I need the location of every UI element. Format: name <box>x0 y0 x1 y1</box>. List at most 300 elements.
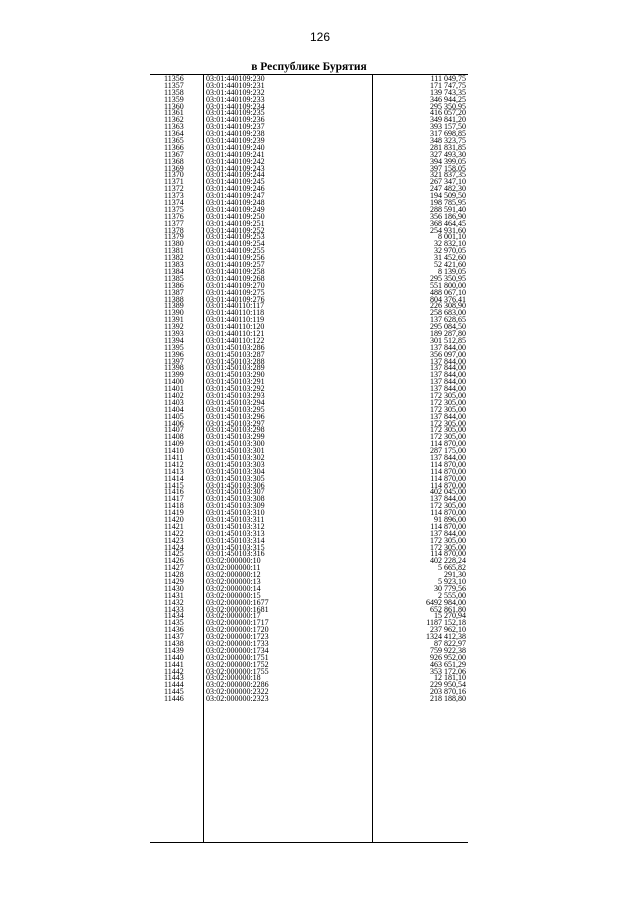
table-row <box>150 192 468 199</box>
table-row <box>150 406 468 413</box>
table-row <box>150 351 468 358</box>
row-number: 11412 <box>164 459 184 469</box>
cadastral-value: 394 399,05 <box>430 156 466 166</box>
cadastral-number: 03:01:440110:122 <box>206 335 265 345</box>
cadastral-value: 198 785,95 <box>430 198 466 208</box>
row-number: 11370 <box>164 170 184 180</box>
cadastral-value: 1187 152,18 <box>426 618 466 628</box>
row-number: 11392 <box>164 322 184 332</box>
table-row <box>150 268 468 275</box>
table-row <box>150 178 468 185</box>
cadastral-value: 258 683,00 <box>430 308 466 318</box>
cadastral-value: 348 323,75 <box>430 136 466 146</box>
table-row <box>150 619 468 626</box>
table-row <box>150 151 468 158</box>
row-number: 11410 <box>164 446 184 456</box>
cadastral-number: 03:02:000000:1751 <box>206 652 269 662</box>
cadastral-number: 03:01:450103:296 <box>206 411 265 421</box>
cadastral-value: 402 228,24 <box>430 556 466 566</box>
cadastral-number: 03:01:450103:305 <box>206 473 265 483</box>
table-row <box>150 240 468 247</box>
row-number: 11373 <box>164 191 184 201</box>
cadastral-number: 03:01:440109:232 <box>206 87 265 97</box>
cadastral-number: 03:01:440109:244 <box>206 170 265 180</box>
cadastral-number: 03:02:000000:11 <box>206 563 261 573</box>
cadastral-value: 287 175,00 <box>430 446 466 456</box>
cadastral-number: 03:01:450103:300 <box>206 439 265 449</box>
table-row <box>150 137 468 144</box>
cadastral-value: 137 844,00 <box>430 377 466 387</box>
row-number: 11400 <box>164 377 184 387</box>
cadastral-value: 301 512,85 <box>430 335 466 345</box>
table-row <box>150 96 468 103</box>
cadastral-value: 8 139,05 <box>438 266 466 276</box>
table-row <box>150 606 468 613</box>
cadastral-value: 759 922,38 <box>430 645 466 655</box>
cadastral-number: 03:02:000000:18 <box>206 673 261 683</box>
table-row <box>150 523 468 530</box>
table-row <box>150 516 468 523</box>
row-number: 11382 <box>164 253 184 263</box>
table-row <box>150 413 468 420</box>
table-row <box>150 364 468 371</box>
cadastral-value: 111 049,75 <box>430 74 466 83</box>
cadastral-value: 137 844,00 <box>430 452 466 462</box>
row-number: 11394 <box>164 335 184 345</box>
cadastral-number: 03:01:440109:247 <box>206 191 265 201</box>
cadastral-number: 03:02:000000:12 <box>206 570 261 580</box>
row-number: 11416 <box>164 487 184 497</box>
row-number: 11371 <box>164 177 184 187</box>
cadastral-number: 03:01:450103:313 <box>206 528 265 538</box>
table-row <box>150 344 468 351</box>
cadastral-number: 03:01:440110:121 <box>206 328 265 338</box>
cadastral-number: 03:02:000000:17 <box>206 611 261 621</box>
table-row <box>150 530 468 537</box>
cadastral-value: 137 844,00 <box>430 411 466 421</box>
table-row <box>150 89 468 96</box>
cadastral-number: 03:01:440110:117 <box>206 301 265 311</box>
table-row <box>150 199 468 206</box>
cadastral-value: 317 698,85 <box>430 129 466 139</box>
cadastral-value: 327 493,30 <box>430 149 466 159</box>
cadastral-value: 114 870,00 <box>430 459 466 469</box>
cadastral-value: 652 861,80 <box>430 604 466 614</box>
table-row <box>150 171 468 178</box>
cadastral-value: 172 305,00 <box>430 390 466 400</box>
cadastral-value: 171 747,75 <box>430 80 466 90</box>
row-number: 11364 <box>164 129 184 139</box>
table-row <box>150 316 468 323</box>
cadastral-value: 402 045,00 <box>430 487 466 497</box>
table-row <box>150 550 468 557</box>
row-number: 11381 <box>164 246 184 256</box>
cadastral-value: 8 001,10 <box>438 232 466 242</box>
row-number: 11419 <box>164 508 184 518</box>
cadastral-value: 172 305,00 <box>430 501 466 511</box>
cadastral-value: 172 305,00 <box>430 432 466 442</box>
cadastral-value: 353 172,06 <box>430 666 466 676</box>
cadastral-number: 03:01:450103:286 <box>206 342 265 352</box>
row-number: 11442 <box>164 666 184 676</box>
cadastral-value: 5 923,10 <box>438 577 466 587</box>
table-row <box>150 185 468 192</box>
cadastral-value: 137 844,00 <box>430 494 466 504</box>
row-number: 11425 <box>164 549 184 559</box>
cadastral-value: 397 158,05 <box>430 163 466 173</box>
row-number: 11358 <box>164 87 184 97</box>
cadastral-value: 172 305,00 <box>430 418 466 428</box>
row-number: 11426 <box>164 556 184 566</box>
table-row <box>150 309 468 316</box>
row-number: 11436 <box>164 625 184 635</box>
table-row <box>150 254 468 261</box>
table-row <box>150 647 468 654</box>
row-number: 11423 <box>164 535 184 545</box>
cadastral-value: 356 097,00 <box>430 349 466 359</box>
cadastral-number: 03:01:440109:242 <box>206 156 265 166</box>
cadastral-number: 03:01:440109:235 <box>206 108 265 118</box>
cadastral-value: 356 186,90 <box>430 211 466 221</box>
table-heading: в Республике Бурятия <box>251 61 367 73</box>
row-number: 11384 <box>164 266 184 276</box>
cadastral-value: 52 421,60 <box>434 260 466 270</box>
cadastral-value: 32 832,10 <box>434 239 466 249</box>
table-row <box>150 130 468 137</box>
cadastral-number: 03:01:440110:118 <box>206 308 265 318</box>
table-row <box>150 247 468 254</box>
cadastral-value: 114 870,00 <box>430 473 466 483</box>
table-row <box>150 509 468 516</box>
table-row <box>150 502 468 509</box>
cadastral-number: 03:01:450103:290 <box>206 370 265 380</box>
row-number: 11388 <box>164 294 184 304</box>
table-row <box>150 544 468 551</box>
cadastral-number: 03:01:440109:238 <box>206 129 265 139</box>
table-row <box>150 82 468 89</box>
cadastral-value: 288 591,40 <box>430 204 466 214</box>
table-row <box>150 564 468 571</box>
row-number: 11356 <box>164 74 184 83</box>
row-number: 11367 <box>164 149 184 159</box>
row-number: 11446 <box>164 694 184 704</box>
table-row <box>150 688 468 695</box>
cadastral-number: 03:01:440109:241 <box>206 149 265 159</box>
cadastral-number: 03:01:450103:302 <box>206 452 265 462</box>
cadastral-number: 03:01:450103:310 <box>206 508 265 518</box>
cadastral-value: 551 800,00 <box>430 280 466 290</box>
row-number: 11357 <box>164 80 184 90</box>
row-number: 11377 <box>164 218 184 228</box>
cadastral-value: 32 970,05 <box>434 246 466 256</box>
cadastral-number: 03:02:000000:1734 <box>206 645 269 655</box>
cadastral-value: 114 870,00 <box>430 549 466 559</box>
cadastral-number: 03:02:000000:14 <box>206 583 261 593</box>
cadastral-number: 03:01:440109:233 <box>206 94 265 104</box>
row-number: 11389 <box>164 301 184 311</box>
row-number: 11378 <box>164 225 184 235</box>
cadastral-value: 172 305,00 <box>430 404 466 414</box>
row-number: 11359 <box>164 94 184 104</box>
row-number: 11372 <box>164 184 184 194</box>
row-number: 11375 <box>164 204 184 214</box>
row-number: 11390 <box>164 308 184 318</box>
table-row <box>150 475 468 482</box>
cadastral-value: 137 628,65 <box>430 315 466 325</box>
cadastral-value: 254 931,60 <box>430 225 466 235</box>
cadastral-value: 346 944,25 <box>430 94 466 104</box>
cadastral-value: 137 844,00 <box>430 356 466 366</box>
table-row <box>150 289 468 296</box>
cadastral-value: 804 376,41 <box>430 294 466 304</box>
row-number: 11397 <box>164 356 184 366</box>
table-row <box>150 695 468 702</box>
cadastral-number: 03:01:450103:289 <box>206 363 265 373</box>
cadastral-value: 247 482,30 <box>430 184 466 194</box>
row-number: 11422 <box>164 528 184 538</box>
row-number: 11432 <box>164 597 184 607</box>
table-row <box>150 282 468 289</box>
cadastral-number: 03:01:450103:293 <box>206 390 265 400</box>
cadastral-value: 926 952,00 <box>430 652 466 662</box>
cadastral-value: 114 870,00 <box>430 439 466 449</box>
cadastral-value: 226 308,90 <box>430 301 466 311</box>
cadastral-number: 03:01:450103:307 <box>206 487 265 497</box>
row-number: 11391 <box>164 315 184 325</box>
cadastral-value: 295 350,95 <box>430 101 466 111</box>
cadastral-number: 03:01:440109:256 <box>206 253 265 263</box>
table-row <box>150 420 468 427</box>
cadastral-value: 87 822,97 <box>434 639 466 649</box>
cadastral-number: 03:01:440109:257 <box>206 260 265 270</box>
cadastral-number: 03:01:440109:239 <box>206 136 265 146</box>
row-number: 11441 <box>164 659 184 669</box>
cadastral-number: 03:01:440110:119 <box>206 315 265 325</box>
row-number: 11366 <box>164 142 184 152</box>
row-number: 11399 <box>164 370 184 380</box>
cadastral-value: 114 870,00 <box>430 521 466 531</box>
cadastral-value: 114 870,00 <box>430 508 466 518</box>
table-row <box>150 461 468 468</box>
row-number: 11411 <box>164 452 184 462</box>
table-row <box>150 399 468 406</box>
cadastral-number: 03:01:450103:303 <box>206 459 265 469</box>
row-number: 11435 <box>164 618 184 628</box>
table-row <box>150 337 468 344</box>
row-number: 11440 <box>164 652 184 662</box>
cadastral-number: 03:01:440109:254 <box>206 239 265 249</box>
row-number: 11408 <box>164 432 184 442</box>
cadastral-value: 137 844,00 <box>430 528 466 538</box>
cadastral-number: 03:01:440109:258 <box>206 266 265 276</box>
table-row <box>150 220 468 227</box>
table-row <box>150 75 468 82</box>
cadastral-number: 03:01:450103:312 <box>206 521 265 531</box>
table-row <box>150 661 468 668</box>
table-row <box>150 599 468 606</box>
cadastral-number: 03:01:440109:248 <box>206 198 265 208</box>
row-number: 11405 <box>164 411 184 421</box>
row-number: 11418 <box>164 501 184 511</box>
row-number: 11414 <box>164 473 184 483</box>
row-number: 11369 <box>164 163 184 173</box>
cadastral-number: 03:01:440109:249 <box>206 204 265 214</box>
row-number: 11407 <box>164 425 184 435</box>
table-row <box>150 378 468 385</box>
cadastral-number: 03:01:440109:268 <box>206 273 265 283</box>
row-number: 11439 <box>164 645 184 655</box>
cadastral-number: 03:01:450103:308 <box>206 494 265 504</box>
row-number: 11368 <box>164 156 184 166</box>
row-number: 11398 <box>164 363 184 373</box>
cadastral-value: 218 188,80 <box>430 694 466 704</box>
cadastral-number: 03:01:450103:294 <box>206 397 265 407</box>
cadastral-value: 12 181,10 <box>434 673 466 683</box>
table-row <box>150 158 468 165</box>
table-row <box>150 103 468 110</box>
row-number: 11395 <box>164 342 184 352</box>
row-number: 11376 <box>164 211 184 221</box>
row-number: 11413 <box>164 466 184 476</box>
cadastral-number: 03:01:450103:311 <box>206 515 265 524</box>
cadastral-value: 194 509,50 <box>430 191 466 201</box>
cadastral-value: 139 743,35 <box>430 87 466 97</box>
cadastral-number: 03:01:450103:299 <box>206 432 265 442</box>
cadastral-number: 03:02:000000:1720 <box>206 625 269 635</box>
cadastral-value: 237 962,10 <box>430 625 466 635</box>
row-number: 11401 <box>164 384 184 394</box>
row-number: 11402 <box>164 390 184 400</box>
row-number: 11428 <box>164 570 184 580</box>
cadastral-number: 03:01:440109:243 <box>206 163 265 173</box>
table-row <box>150 323 468 330</box>
table-row <box>150 261 468 268</box>
cadastral-value: 5 665,82 <box>438 563 466 573</box>
cadastral-value: 172 305,00 <box>430 397 466 407</box>
row-number: 11383 <box>164 260 184 270</box>
cadastral-value: 393 157,50 <box>430 122 466 132</box>
cadastral-number: 03:02:000000:1717 <box>206 618 269 628</box>
table-row <box>150 571 468 578</box>
cadastral-number: 03:02:000000:1723 <box>206 632 269 642</box>
table-row <box>150 654 468 661</box>
row-number: 11363 <box>164 122 184 132</box>
table-row <box>150 392 468 399</box>
table-row <box>150 275 468 282</box>
row-number: 11424 <box>164 542 184 552</box>
row-number: 11385 <box>164 273 184 283</box>
row-number: 11443 <box>164 673 184 683</box>
table-row <box>150 674 468 681</box>
cadastral-number: 03:01:440109:251 <box>206 218 265 228</box>
cadastral-number: 03:01:450103:288 <box>206 356 265 366</box>
cadastral-number: 03:01:450103:292 <box>206 384 265 394</box>
table-row <box>150 482 468 489</box>
table-row <box>150 213 468 220</box>
cadastral-number: 03:01:440109:250 <box>206 211 265 221</box>
cadastral-number: 03:02:000000:2286 <box>206 680 269 690</box>
row-number: 11437 <box>164 632 184 642</box>
row-number: 11433 <box>164 604 184 614</box>
table-row <box>150 592 468 599</box>
cadastral-number: 03:01:440109:234 <box>206 101 265 111</box>
row-number: 11421 <box>164 521 184 531</box>
table-row <box>150 447 468 454</box>
row-number: 11445 <box>164 687 184 697</box>
cadastral-value: 281 831,85 <box>430 142 466 152</box>
table-row <box>150 537 468 544</box>
cadastral-number: 03:01:450103:297 <box>206 418 265 428</box>
cadastral-value: 203 870,16 <box>430 687 466 697</box>
cadastral-value: 172 305,00 <box>430 535 466 545</box>
row-number: 11417 <box>164 494 184 504</box>
row-number: 11415 <box>164 480 184 490</box>
cadastral-number: 03:01:450103:291 <box>206 377 265 387</box>
table-row <box>150 578 468 585</box>
row-number: 11431 <box>164 590 184 600</box>
cadastral-number: 03:01:440109:270 <box>206 280 265 290</box>
cadastral-number: 03:01:450103:298 <box>206 425 265 435</box>
table-row <box>150 165 468 172</box>
cadastral-value: 172 305,00 <box>430 425 466 435</box>
cadastral-value: 2 555,00 <box>438 590 466 600</box>
table-row <box>150 233 468 240</box>
cadastral-table <box>150 74 468 843</box>
row-number: 11427 <box>164 563 184 573</box>
cadastral-number: 03:01:440109:253 <box>206 232 265 242</box>
row-number: 11365 <box>164 136 184 146</box>
table-row <box>150 468 468 475</box>
row-number: 11361 <box>164 108 184 118</box>
row-number: 11403 <box>164 397 184 407</box>
table-row <box>150 626 468 633</box>
cadastral-value: 30 779,56 <box>434 583 466 593</box>
table-row <box>150 302 468 309</box>
table-row <box>150 633 468 640</box>
table-row <box>150 385 468 392</box>
row-number: 11380 <box>164 239 184 249</box>
cadastral-value: 31 452,60 <box>434 253 466 263</box>
cadastral-number: 03:02:000000:2322 <box>206 687 269 697</box>
table-row <box>150 681 468 688</box>
cadastral-number: 03:01:440109:275 <box>206 287 265 297</box>
row-number: 11406 <box>164 418 184 428</box>
cadastral-value: 137 844,00 <box>430 342 466 352</box>
cadastral-number: 03:01:440109:236 <box>206 115 265 125</box>
cadastral-number: 03:01:450103:315 <box>206 542 265 552</box>
cadastral-number: 03:01:450103:316 <box>206 549 265 559</box>
row-number: 11429 <box>164 577 184 587</box>
cadastral-number: 03:01:450103:301 <box>206 446 265 456</box>
row-number: 11362 <box>164 115 184 125</box>
cadastral-number: 03:02:000000:1755 <box>206 666 269 676</box>
cadastral-number: 03:02:000000:2323 <box>206 694 269 704</box>
table-row <box>150 433 468 440</box>
row-number: 11434 <box>164 611 184 621</box>
cadastral-value: 114 870,00 <box>430 480 466 490</box>
row-number: 11393 <box>164 328 184 338</box>
table-row <box>150 358 468 365</box>
table-row <box>150 371 468 378</box>
table-row <box>150 440 468 447</box>
table-row <box>150 144 468 151</box>
cadastral-number: 03:02:000000:1677 <box>206 597 269 607</box>
cadastral-value: 295 084,50 <box>430 322 466 332</box>
row-number: 11420 <box>164 515 184 524</box>
row-number: 11430 <box>164 583 184 593</box>
cadastral-value: 137 844,00 <box>430 363 466 373</box>
cadastral-value: 416 057,20 <box>430 108 466 118</box>
